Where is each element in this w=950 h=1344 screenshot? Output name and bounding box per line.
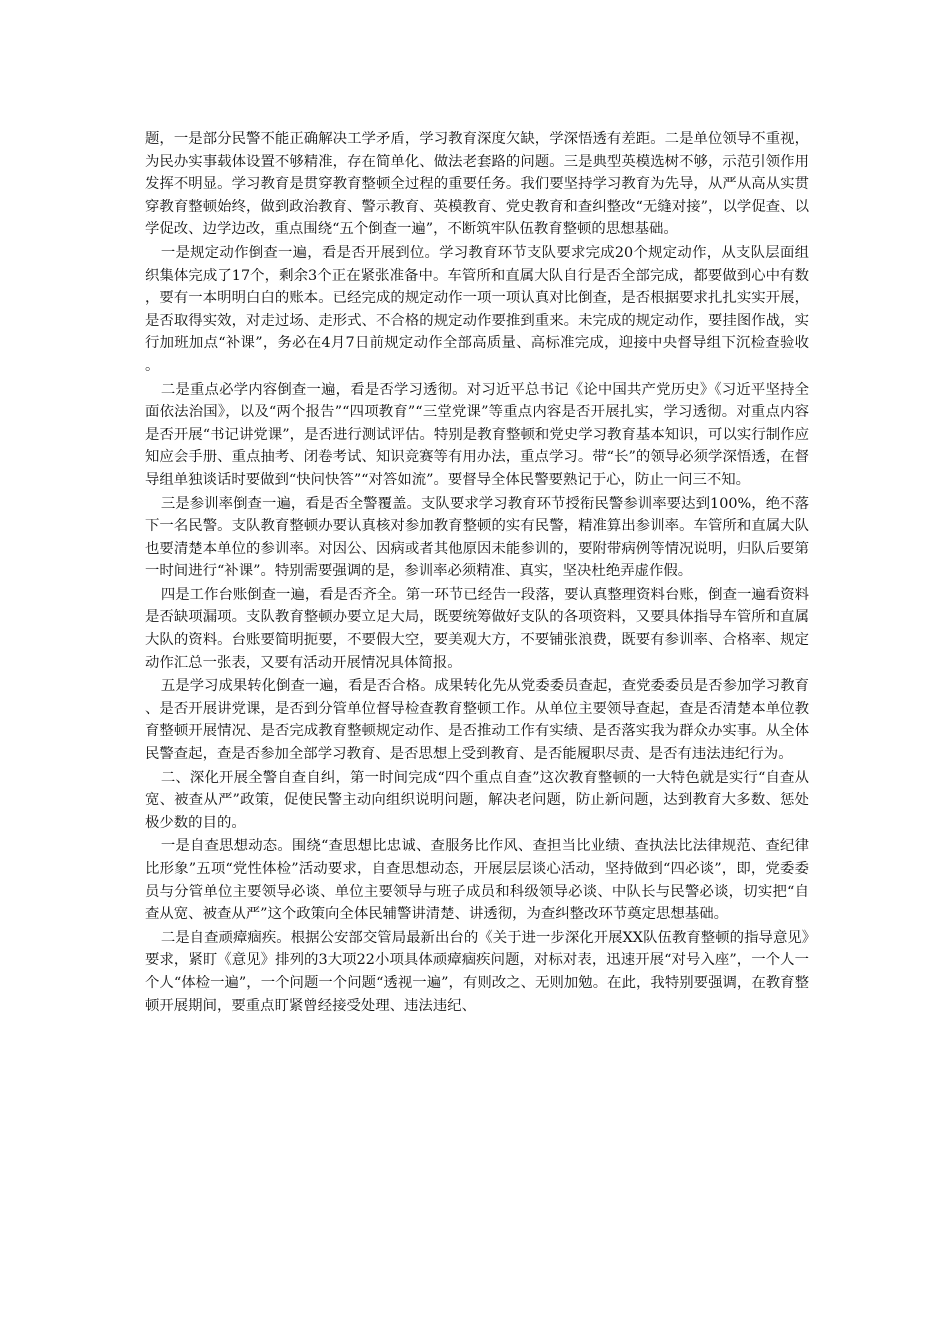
paragraph-section-two-heading: 二、深化开展全警自查自纠，第一时间完成“四个重点自查”这次教育整顿的一大特色就是实行“自查从宽、被查从严”政策，促使民警主动向组织说明问题，解决老问题，防止新问题，达到教育大多数、惩处极少数的目的。	[145, 769, 809, 831]
paragraph-self-check-issues: 二是自查顽瘴痼疾。根据公安部交管局最新出台的《关于进一步深化开展XX队伍教育整顿的指导意见》要求，紧盯《意见》排列的3大项22小项具体顽瘴痼疾问题，对标对表，迅速开展“对号入座”，一个人一个人“体检一遍”，一个问题一个问题“透视一遍”，有则改之、无则加勉。在此，我特别要强调，在教育整顿开展期间，要重点盯紧曾经接受处理、违法违纪、	[145, 929, 809, 1014]
document-body	[145, 128, 809, 1018]
paragraph-self-check-thoughts: 一是自查思想动态。围绕“查思想比忠诚、查服务比作风、查担当比业绩、查执法比法律规范、查纪律比形象”五项“党性体检”活动要求，自查思想动态，开展层层谈心活动，坚持做到“四必谈”，即，党委委员与分管单位主要领导必谈、单位主要领导与班子成员和科级领导必谈、中队长与民警必谈，切实把“自查从宽、被查从严”这个政策向全体民辅警讲清楚、讲透彻，为查纠整改环节奠定思想基础。	[145, 838, 809, 923]
paragraph-participation-rate: 三是参训率倒查一遍，看是否全警覆盖。支队要求学习教育环节授衔民警参训率要达到100%，绝不落下一名民警。支队教育整顿办要认真核对参加教育整顿的实有民警，精准算出参训率。车管所和直属大队也要清楚本单位的参训率。对因公、因病或者其他原因未能参训的，要附带病例等情况说明，归队后要第一时间进行“补课”。特别需要强调的是，参训率必须精准、真实，坚决杜绝弄虚作假。	[145, 495, 809, 580]
paragraph-learning-results: 五是学习成果转化倒查一遍，看是否合格。成果转化先从党委委员查起，查党委委员是否参加学习教育、是否开展讲党课，是否到分管单位督导检查教育整顿工作。从单位主要领导查起，查是否清楚本单位教育整顿开展情况、是否完成教育整顿规定动作、是否推动工作有实绩、是否落实我为群众办实事。从全体民警查起，查是否参加全部学习教育、是否思想上受到教育、是否能履职尽责、是否有违法违纪行为。	[145, 678, 809, 763]
paragraph-rule-actions: 一是规定动作倒查一遍，看是否开展到位。学习教育环节支队要求完成20个规定动作，从支队层面组织集体完成了17个，剩余3个正在紧张准备中。车管所和直属大队自行是否全部完成，都要做到心中有数，要有一本明明白白的账本。已经完成的规定动作一项一项认真对比倒查，是否根据要求扎扎实实开展，是否取得实效，对走过场、走形式、不合格的规定动作要推到重来。未完成的规定动作，要挂图作战，实行加班加点“补课”，务必在4月7日前规定动作全部高质量、高标准完成，迎接中央督导组下沉检查验收。	[145, 244, 809, 374]
paragraph-key-content: 二是重点必学内容倒查一遍，看是否学习透彻。对习近平总书记《论中国共产党历史》《习近平坚持全面依法治国》，以及“两个报告”“四项教育”“三堂党课”等重点内容是否开展扎实，学习透彻。对重点内容是否开展“书记讲党课”，是否进行测试评估。特别是教育整顿和党史学习教育基本知识，可以实行制作应知应会手册、重点抽考、闭卷考试、知识竞赛等有用办法，重点学习。带“长”的领导必须学深悟透，在督导组单独谈话时要做到“快问快答”“对答如流”。要督导全体民警要熟记于心，防止一问三不知。	[145, 381, 809, 488]
paragraph-continuation: 题，一是部分民警不能正确解决工学矛盾，学习教育深度欠缺，学深悟透有差距。二是单位领导不重视，为民办实事载体设置不够精准，存在简单化、做法老套路的问题。三是典型英模选树不够，示范引领作用发挥不明显。学习教育是贯穿教育整顿全过程的重要任务。我们要坚持学习教育为先导，从严从高从实贯穿教育整顿始终，做到政治教育、警示教育、英模教育、党史教育和查纠整改“无缝对接”，以学促查、以学促改、边学边改，重点围绕“五个倒查一遍”，不断筑牢队伍教育整顿的思想基础。	[145, 131, 809, 238]
paragraph-work-ledger: 四是工作台账倒查一遍，看是否齐全。第一环节已经告一段落，要认真整理资料台账，倒查一遍看资料是否缺项漏项。支队教育整顿办要立足大局，既要统筹做好支队的各项资料，又要具体指导车管所和直属大队的资料。台账要简明扼要，不要假大空，要美观大方，不要铺张浪费，既要有参训率、合格率、规定动作汇总一张表，又要有活动开展情况具体简报。	[145, 586, 809, 671]
